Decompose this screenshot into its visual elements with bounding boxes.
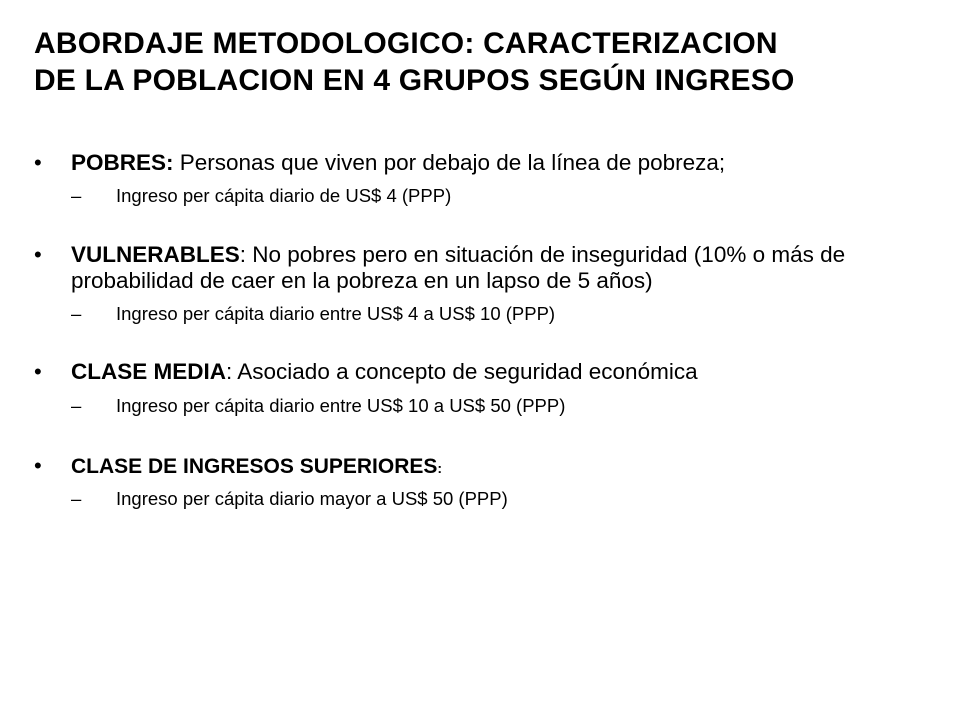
slide-title-line-2: DE LA POBLACION EN 4 GRUPOS SEGÚN INGRESO <box>34 63 795 97</box>
bullet-label: POBRES: <box>71 150 174 175</box>
dash-icon: – <box>71 303 82 325</box>
bullet-label: VULNERABLES <box>71 241 240 267</box>
sub-bullet-text: Ingreso per cápita diario mayor a US$ 50 (PPP) <box>116 488 508 510</box>
bullet-item <box>34 150 914 176</box>
bullet-label: CLASE DE INGRESOS SUPERIORES <box>71 454 438 478</box>
sub-bullet-item <box>34 395 914 417</box>
bullet-text: : <box>437 459 443 476</box>
bullet-icon: • <box>34 359 42 385</box>
bullet-text: : No pobres pero en situación de inseguridad (10% o más de probabilidad de caer en la pobreza en un lapso de 5 años) <box>71 241 846 293</box>
bullet-text: Personas que viven por debajo de la línea de pobreza; <box>173 150 726 175</box>
sub-bullet-text: Ingreso per cápita diario entre US$ 10 a US$ 50 (PPP) <box>116 394 566 416</box>
bullet-label: CLASE MEDIA <box>71 359 227 385</box>
dash-icon: – <box>71 488 82 510</box>
bullet-icon: • <box>34 452 42 478</box>
group-pobres <box>34 150 914 208</box>
bullet-item <box>34 359 914 385</box>
bullet-item <box>34 453 914 480</box>
bullet-icon: • <box>34 150 42 175</box>
group-clase-media <box>34 359 914 417</box>
slide-title <box>34 26 914 99</box>
sub-bullet-item <box>34 185 914 207</box>
sub-bullet-item <box>34 488 914 510</box>
bullet-text: : Asociado a concepto de seguridad económica <box>226 359 698 385</box>
sub-bullet-text: Ingreso per cápita diario entre US$ 4 a US$ 10 (PPP) <box>116 303 556 325</box>
group-vulnerables <box>34 242 914 326</box>
slide-title-line-1: ABORDAJE METODOLOGICO: CARACTERIZACION <box>34 27 778 60</box>
group-ingresos-superiores <box>34 453 914 511</box>
sub-bullet-text: Ingreso per cápita diario de US$ 4 (PPP) <box>116 185 452 207</box>
dash-icon: – <box>71 394 82 416</box>
bullet-item <box>34 242 914 295</box>
bullet-icon: • <box>34 241 42 267</box>
dash-icon: – <box>71 185 82 207</box>
sub-bullet-item <box>34 303 914 325</box>
bullet-list <box>34 150 914 545</box>
